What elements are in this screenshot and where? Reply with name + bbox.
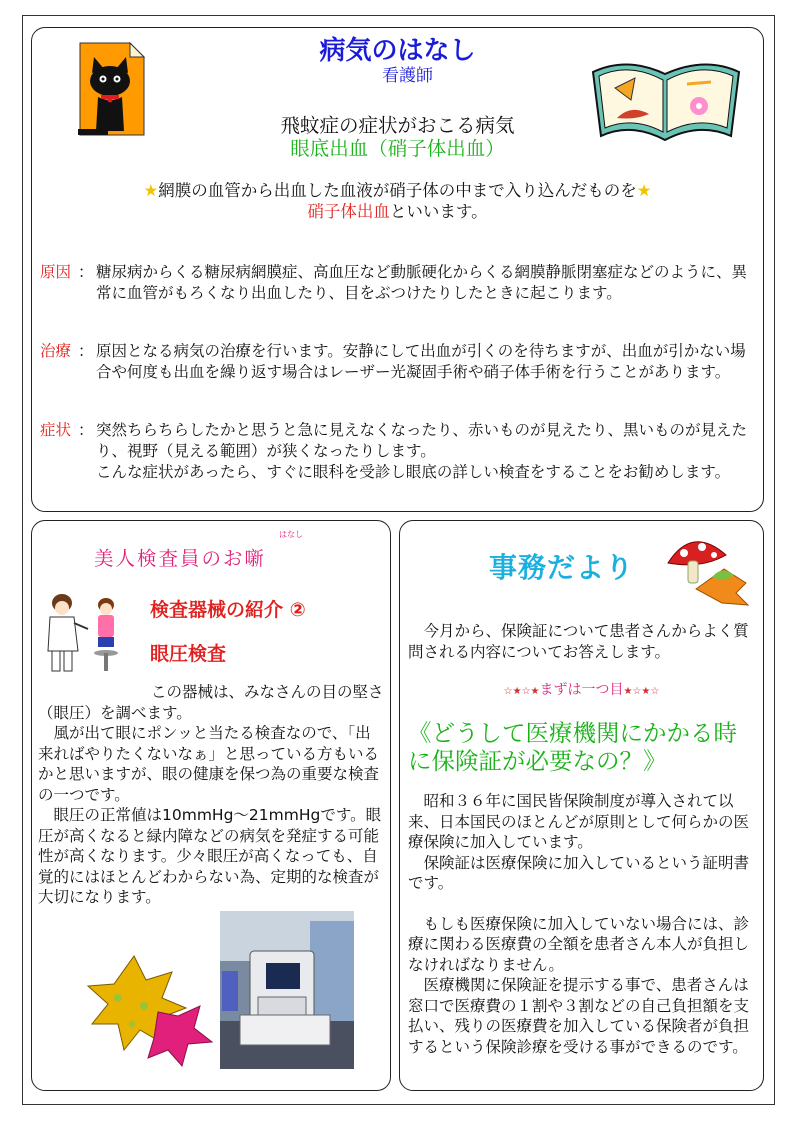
column-title: 事務だより [489, 551, 635, 584]
star-icon: ★ [143, 181, 159, 200]
inspector-column-box [31, 520, 391, 1091]
paragraph: 医療機関に保険証を提示する事で、患者さんは窓口で医療費の１割や３割などの自己負担額を支払い、残りの医療費を加入している保険者が負担するという保険診療を受ける事ができるのです。 [408, 976, 750, 1056]
section-label: 治療 [40, 342, 72, 360]
section-text: 突然ちらちらしたかと思うと急に見えなくなったり、赤いものが見えたり、黒いものが見えたり、視野（見える範囲）が狭くなったりします。 [96, 421, 748, 460]
section-text-2: こんな症状があったら、すぐに眼科を受診し眼底の詳しい検査をすることをお勧めします。 [96, 463, 731, 481]
intro [32, 180, 763, 222]
paragraph: 眼圧の正常値は10mmHg〜21mmHgです。眼圧が高くなると緑内障などの病気を発症する可能性が高くなります。少々眼圧が高くなっても、自覚的にはほとんどわからない為、定期的な検査が大切になります。 [38, 806, 382, 906]
stars-right-icon: ★☆★☆ [623, 686, 660, 697]
paragraph: この器械は、みなさんの目の堅さ（眼圧）を調べます。 [38, 683, 384, 722]
section-title-text: まずは一つ目 [539, 682, 624, 698]
mushroom-leaf-icon [662, 529, 754, 609]
stars-left-icon: ☆★☆★ [503, 686, 540, 697]
column-author: 看護師 [382, 66, 433, 86]
paragraph: 昭和３６年に国民皆保険制度が導入されて以来、日本国民のほとんどが原則として何らかの医療保険に加入しています。 [408, 792, 750, 851]
paragraph: もしも医療保険に加入していない場合には、診療に関わる医療費の全額を患者さん本人が負担しなければなりません。 [408, 914, 750, 974]
section-heading: 検査器械の紹介 ② [150, 599, 306, 621]
section-title [400, 679, 763, 699]
nurse-child-illustration [40, 593, 130, 678]
column-title: 美人検査員のお噺 [94, 547, 267, 570]
section-treatment [40, 341, 760, 383]
paragraph: 保険証は医療保険に加入しているという証明書です。 [408, 853, 750, 892]
section-text: 糖尿病からくる糖尿病網膜症、高血圧など動脈硬化からくる網膜静脈閉塞症などのように、異常に血管がもろくなり出血したり、目をぶつけたりしたときに起こります。 [96, 263, 748, 302]
title-ruby: はなし [279, 530, 303, 539]
star-icon: ★ [636, 181, 652, 200]
office-news-box [399, 520, 764, 1091]
article-headline: 飛蚊症の症状がおこる病気 [280, 114, 515, 137]
section-sep: ： [78, 421, 94, 439]
intro-line2: といいます。 [389, 202, 488, 221]
question-heading: 《どうして医療機関にかかる時に保険証が必要なの？》 [408, 719, 737, 775]
section-cause [40, 262, 760, 304]
intro-term: 硝子体出血 [307, 202, 390, 221]
section-sep: ： [78, 263, 94, 281]
section-text: 原因となる病気の治療を行います。安静にして出血が引くのを待ちますが、出血が引かない場合や何度も出血を繰り返す場合はレーザー光凝固手術や硝子体手術を行うことがあります。 [96, 342, 746, 381]
tonometer-photo [220, 911, 354, 1069]
article-body [38, 682, 384, 908]
disease-article-box [31, 27, 764, 512]
article-body [408, 791, 758, 1057]
column-title: 病気のはなし [319, 36, 476, 66]
section-subheading: 眼圧検査 [150, 643, 227, 665]
section-label: 症状 [40, 421, 72, 439]
section-symptoms [40, 420, 760, 483]
autumn-leaves-icon [74, 946, 214, 1070]
section-sep: ： [78, 342, 94, 360]
intro-line1: 網膜の血管から出血した血液が硝子体の中まで入り込んだものを [158, 181, 637, 200]
article-subheadline: 眼底出血（硝子体出血） [290, 137, 505, 160]
paragraph: 風が出て眼にポンッと当たる検査なので、「出来ればやりたくないなぁ」と思っている方もいるかと思いますが、眼の健康を保つ為の重要な検査の一つです。 [38, 724, 380, 804]
intro-paragraph [408, 621, 758, 662]
section-label: 原因 [40, 263, 72, 281]
paragraph: 今月から、保険証について患者さんからよく質問される内容についてお答えします。 [408, 622, 749, 661]
